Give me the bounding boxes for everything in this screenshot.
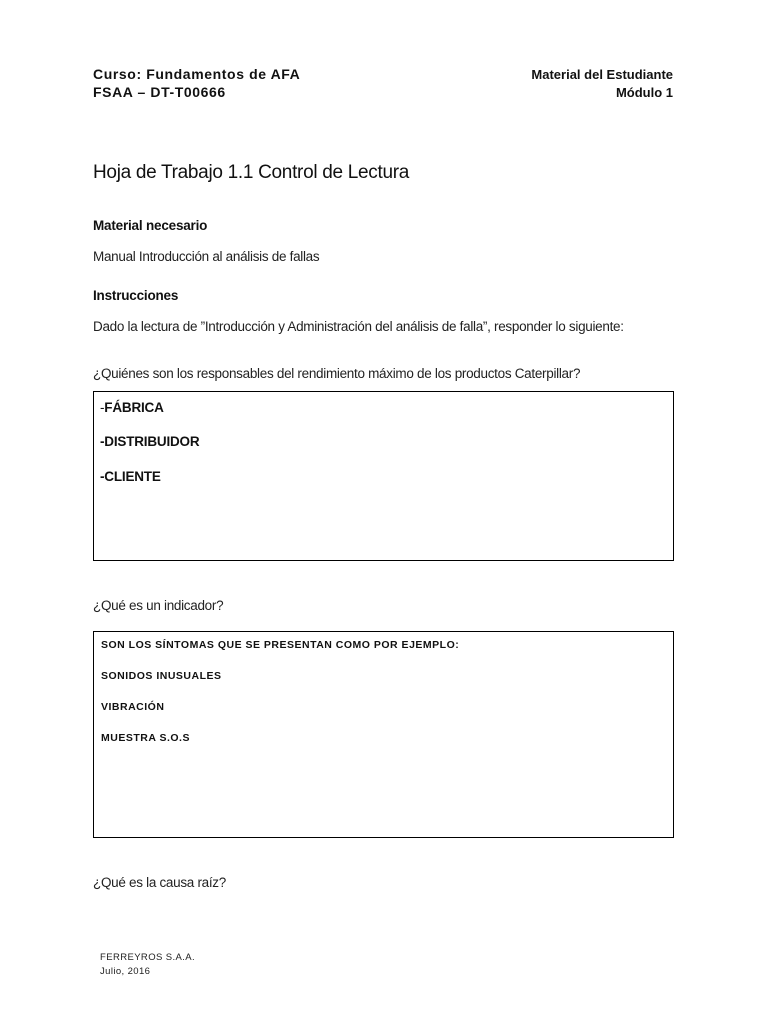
instructions-heading: Instrucciones — [93, 288, 179, 303]
footer-company: FERREYROS S.A.A. — [100, 952, 196, 963]
module-label: Módulo 1 — [615, 85, 673, 100]
question-1: ¿Quiénes son los responsables del rendimiento máximo de los productos Caterpillar? — [93, 366, 581, 381]
answer-2-line: SON LOS SÍNTOMAS QUE SE PRESENTAN COMO POR EJEMPLO: — [101, 639, 460, 651]
answer-box-2[interactable] — [93, 631, 674, 838]
question-3: ¿Qué es la causa raíz? — [93, 875, 226, 890]
course-header — [93, 65, 300, 101]
answer-box-1[interactable] — [93, 391, 674, 561]
instructions-text: Dado la lectura de ”Introducción y Administración del análisis de falla”, responder lo siguiente: — [93, 319, 624, 334]
material-text: Manual Introducción al análisis de fallas — [93, 249, 320, 264]
answer-dash: - — [100, 400, 105, 415]
question-2: ¿Qué es un indicador? — [93, 598, 224, 613]
answer-1-line: -DISTRIBUIDOR — [100, 434, 200, 449]
course-name: Curso: Fundamentos de AFA — [93, 66, 301, 82]
material-label: Material del Estudiante — [531, 67, 673, 82]
answer-2-line: VIBRACIÓN — [101, 701, 165, 713]
footer-date: Julio, 2016 — [100, 966, 151, 977]
course-code: FSAA – DT-T00666 — [93, 84, 226, 100]
answer-text: FÁBRICA — [104, 400, 164, 415]
answer-2-line: SONIDOS INUSUALES — [101, 670, 222, 682]
answer-1-line: -CLIENTE — [100, 469, 161, 484]
worksheet-title: Hoja de Trabajo 1.1 Control de Lectura — [93, 162, 410, 183]
answer-2-line: MUESTRA S.O.S — [101, 732, 190, 744]
module-header — [531, 66, 673, 102]
material-heading: Material necesario — [93, 218, 208, 233]
answer-1-line — [100, 400, 164, 415]
